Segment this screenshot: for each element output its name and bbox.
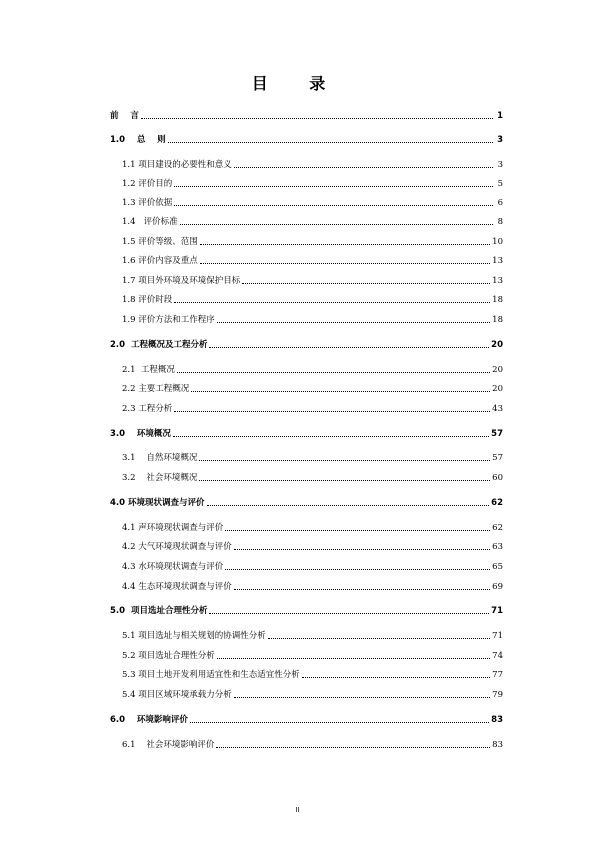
toc-entry-page: 18 [492,315,503,325]
page-number: II [295,806,300,814]
page-title: 目 录 [251,74,344,93]
toc-entry-label: 1.8 评价时段 [122,295,173,305]
toc-entry[interactable] [110,426,503,440]
toc-leader-dots [200,243,490,245]
toc-entry[interactable] [110,273,503,287]
toc-leader-dots [168,141,493,143]
toc-entry-page: 77 [492,670,503,680]
toc-leader-dots [141,117,493,119]
toc-entry[interactable] [110,234,503,248]
toc-entry-label: 4.2 大气环境现状调查与评价 [122,542,232,552]
toc-leader-dots [177,371,490,373]
toc-leader-dots [191,390,490,392]
toc-entry-page: 10 [492,237,503,247]
toc-entry[interactable] [110,108,503,122]
toc-entry-page: 65 [492,562,503,572]
toc-entry-label: 1.0 总 则 [110,135,166,145]
toc-entry[interactable] [110,362,503,376]
toc-leader-dots [199,459,490,461]
toc-entry-label: 2.2 主要工程概况 [122,384,190,394]
toc-leader-dots [234,166,493,168]
toc-entry[interactable] [110,450,503,464]
toc-entry-label: 5.4 项目区域环境承载力分析 [122,690,232,700]
toc-leader-dots [209,346,489,348]
toc-entry[interactable] [110,470,503,484]
toc-entry-page: 71 [491,606,503,616]
toc-leader-dots [174,301,490,303]
toc-entry[interactable] [110,603,503,617]
toc-entry-label: 6.0 环境影响评价 [110,715,188,725]
toc-entry-label: 1.2 评价目的 [122,179,173,189]
toc-entry[interactable] [110,539,503,553]
toc-leader-dots [180,223,493,225]
toc-leader-dots [225,568,490,570]
toc-leader-dots [173,435,489,437]
toc-entry-page: 83 [492,740,503,750]
toc-entry-page: 43 [492,404,503,414]
toc-entry-label: 4.3 水环境现状调查与评价 [122,562,224,572]
toc-entry-label: 5.2 项目选址合理性分析 [122,651,215,661]
toc-entry[interactable] [110,132,503,146]
toc-leader-dots [302,676,490,678]
toc-entry[interactable] [110,579,503,593]
toc-entry-label: 3.1 自然环境概况 [122,453,198,463]
toc-entry-page: 63 [492,542,503,552]
toc-leader-dots [234,548,490,550]
toc-entry-page: 57 [492,453,503,463]
toc-leader-dots [225,529,490,531]
toc-leader-dots [234,588,490,590]
toc-entry[interactable] [110,628,503,642]
toc-entry[interactable] [110,176,503,190]
toc-entry-page: 74 [492,651,503,661]
toc-leader-dots [174,204,493,206]
toc-entry[interactable] [110,401,503,415]
toc-entry-page: 79 [492,690,503,700]
toc-entry[interactable] [110,712,503,726]
toc-entry[interactable] [110,687,503,701]
toc-entry[interactable] [110,667,503,681]
toc-entry-label: 3.2 社会环境概况 [122,473,198,483]
toc-entry-label: 4.0 环境现状调查与评价 [110,498,205,508]
toc-entry-page: 8 [497,217,503,227]
toc-entry-label: 前 言 [110,111,139,121]
toc-entry-label: 6.1 社会环境影响评价 [122,740,215,750]
toc-entry-page: 3 [497,135,503,145]
toc-leader-dots [234,696,490,698]
toc-entry[interactable] [110,312,503,326]
toc-entry-page: 13 [492,276,503,286]
toc-entry-label: 5.1 项目选址与相关规划的协调性分析 [122,631,266,641]
toc-entry-page: 18 [492,295,503,305]
toc-entry[interactable] [110,253,503,267]
toc-entry-label: 2.3 工程分析 [122,404,173,414]
toc-leader-dots [207,504,490,506]
toc-entry-page: 1 [497,111,503,121]
toc-entry-label: 5.0 项目选址合理性分析 [110,606,208,616]
toc-entry-label: 1.4 评价标准 [122,217,178,227]
toc-entry[interactable] [110,495,503,509]
toc-entry[interactable] [110,157,503,171]
toc-entry-label: 1.5 评价等级、范围 [122,237,198,247]
toc-leader-dots [199,479,490,481]
toc-entry-page: 20 [492,365,503,375]
toc-entry-label: 2.1 工程概况 [122,365,175,375]
toc-entry-label: 4.1 声环境现状调查与评价 [122,523,224,533]
toc-entry-page: 57 [491,429,503,439]
toc-leader-dots [217,657,490,659]
toc-leader-dots [174,185,493,187]
toc-leader-dots [217,321,490,323]
toc-entry[interactable] [110,559,503,573]
toc-entry[interactable] [110,737,503,751]
toc-entry-label: 2.0 工程概况及工程分析 [110,340,208,350]
toc-entry-page: 71 [492,631,503,641]
toc-entry[interactable] [110,648,503,662]
toc-leader-dots [268,637,490,639]
toc-entry-label: 3.0 环境概况 [110,429,171,439]
toc-entry-page: 62 [492,523,503,533]
toc-entry-page: 6 [497,198,503,208]
toc-leader-dots [216,746,490,748]
toc-entry-page: 3 [497,160,503,170]
toc-entry[interactable] [110,337,503,351]
toc-leader-dots [190,721,489,723]
toc-entry-page: 5 [497,179,503,189]
toc-entry-page: 13 [492,256,503,266]
toc-entry-label: 1.6 评价内容及重点 [122,256,198,266]
toc-entry[interactable] [110,195,503,209]
toc-entry[interactable] [110,520,503,534]
toc-entry[interactable] [110,292,503,306]
toc-entry-page: 20 [491,340,503,350]
toc-entry-label: 1.7 项目外环境及环境保护目标 [122,276,241,286]
toc-entry-label: 1.3 评价依据 [122,198,173,208]
toc-entry-page: 69 [492,582,503,592]
toc-leader-dots [200,262,490,264]
toc-entry-page: 60 [492,473,503,483]
toc-entry-page: 83 [491,715,503,725]
toc-entry-page: 20 [492,384,503,394]
toc-entry-page: 62 [491,498,503,508]
toc-entry[interactable] [110,214,503,228]
toc-leader-dots [174,410,490,412]
toc-entry-label: 1.9 评价方法和工作程序 [122,315,215,325]
toc-entry-label: 4.4 生态环境现状调查与评价 [122,582,232,592]
toc-entry-label: 5.3 项目土地开发利用适宜性和生态适宜性分析 [122,670,300,680]
toc-leader-dots [242,282,490,284]
toc-leader-dots [209,612,489,614]
toc-entry[interactable] [110,381,503,395]
toc-entry-label: 1.1 项目建设的必要性和意义 [122,160,232,170]
